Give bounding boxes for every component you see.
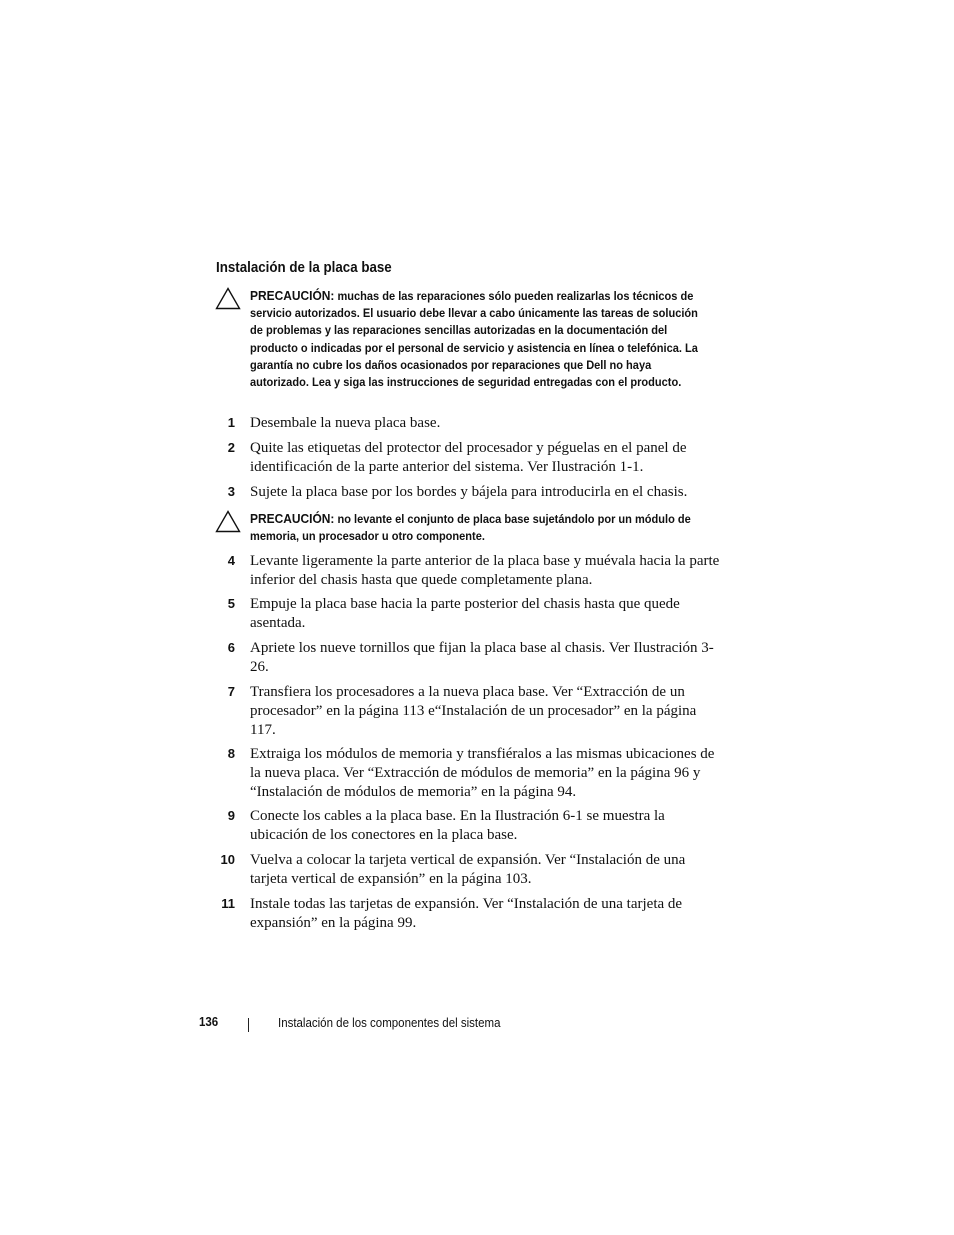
caution-body: no levante el conjunto de placa base sujetándolo por un módulo de memoria, un procesador u otro componente.: [250, 512, 691, 544]
step-text: Conecte los cables a la placa base. En la Ilustración 6-1 se muestra la ubicación de los conectores en la placa base.: [250, 808, 665, 843]
step-text: Levante ligeramente la parte anterior de la placa base y muévala hacia la parte inferior del chasis hasta que quede completamente plana.: [250, 553, 720, 588]
step-text: Quite las etiquetas del protector del procesador y péguelas en el panel de identificación de la parte anterior del sistema. Ver Ilustración 1-1.: [250, 440, 687, 475]
step-number: 7: [227, 684, 235, 699]
caution-text: [250, 510, 710, 545]
caution-label: PRECAUCIÓN:: [250, 511, 335, 526]
step-text: Transfiera los procesadores a la nueva placa base. Ver “Extracción de un procesador” en la página 113 e“Instalación de un procesador” en la página 117.: [250, 684, 697, 738]
step-number: 8: [227, 746, 235, 761]
step-text: Empuje la placa base hacia la parte posterior del chasis hasta que quede asentada.: [250, 596, 680, 631]
chapter-title: Instalación de los componentes del sistema: [278, 1016, 501, 1030]
step-number: 3: [227, 484, 235, 499]
step-text: Instale todas las tarjetas de expansión. Ver “Instalación de una tarjeta de expansión” en la página 99.: [250, 896, 683, 931]
step-text: Extraiga los módulos de memoria y transfiéralos a las mismas ubicaciones de la nueva placa. Ver “Extracción de módulos de memoria” en la página 96 y “Instalación de módulos de memoria” en la página 94.: [250, 746, 715, 800]
page-number: 136: [199, 1015, 219, 1029]
caution-label: PRECAUCIÓN:: [250, 288, 335, 303]
caution-body: muchas de las reparaciones sólo pueden realizarlas los técnicos de servicio autorizados. El usuario debe llevar a cabo únicamente las tareas de solución de problemas y las reparaciones sencillas autorizadas en la documentación del producto o indicadas por el personal de servicio y asistencia en línea o telefónica. La garantía no cubre los daños ocasionados por reparaciones que Dell no haya autorizado. Lea y siga las instrucciones de seguridad entregadas con el producto.: [250, 289, 698, 390]
step-text: Vuelva a colocar la tarjeta vertical de expansión. Ver “Instalación de una tarjeta vertical de expansión” en la página 103.: [250, 852, 686, 887]
warning-triangle-icon: [215, 287, 241, 310]
caution-text: [250, 287, 710, 391]
warning-triangle-icon: [215, 510, 241, 533]
step-number: 6: [227, 640, 235, 655]
footer-divider: [248, 1018, 249, 1032]
step-number: 4: [227, 553, 235, 568]
step-number: 11: [221, 896, 235, 911]
step-number: 1: [227, 415, 235, 430]
section-heading: Instalación de la placa base: [216, 260, 392, 276]
step-text: Desembale la nueva placa base.: [250, 415, 441, 431]
step-number: 10: [220, 852, 235, 867]
step-text: Apriete los nueve tornillos que fijan la placa base al chasis. Ver Ilustración 3-26.: [250, 640, 714, 675]
step-number: 2: [227, 440, 235, 455]
step-text: Sujete la placa base por los bordes y bájela para introducirla en el chasis.: [250, 484, 688, 500]
step-number: 5: [227, 596, 235, 611]
step-number: 9: [227, 808, 235, 823]
